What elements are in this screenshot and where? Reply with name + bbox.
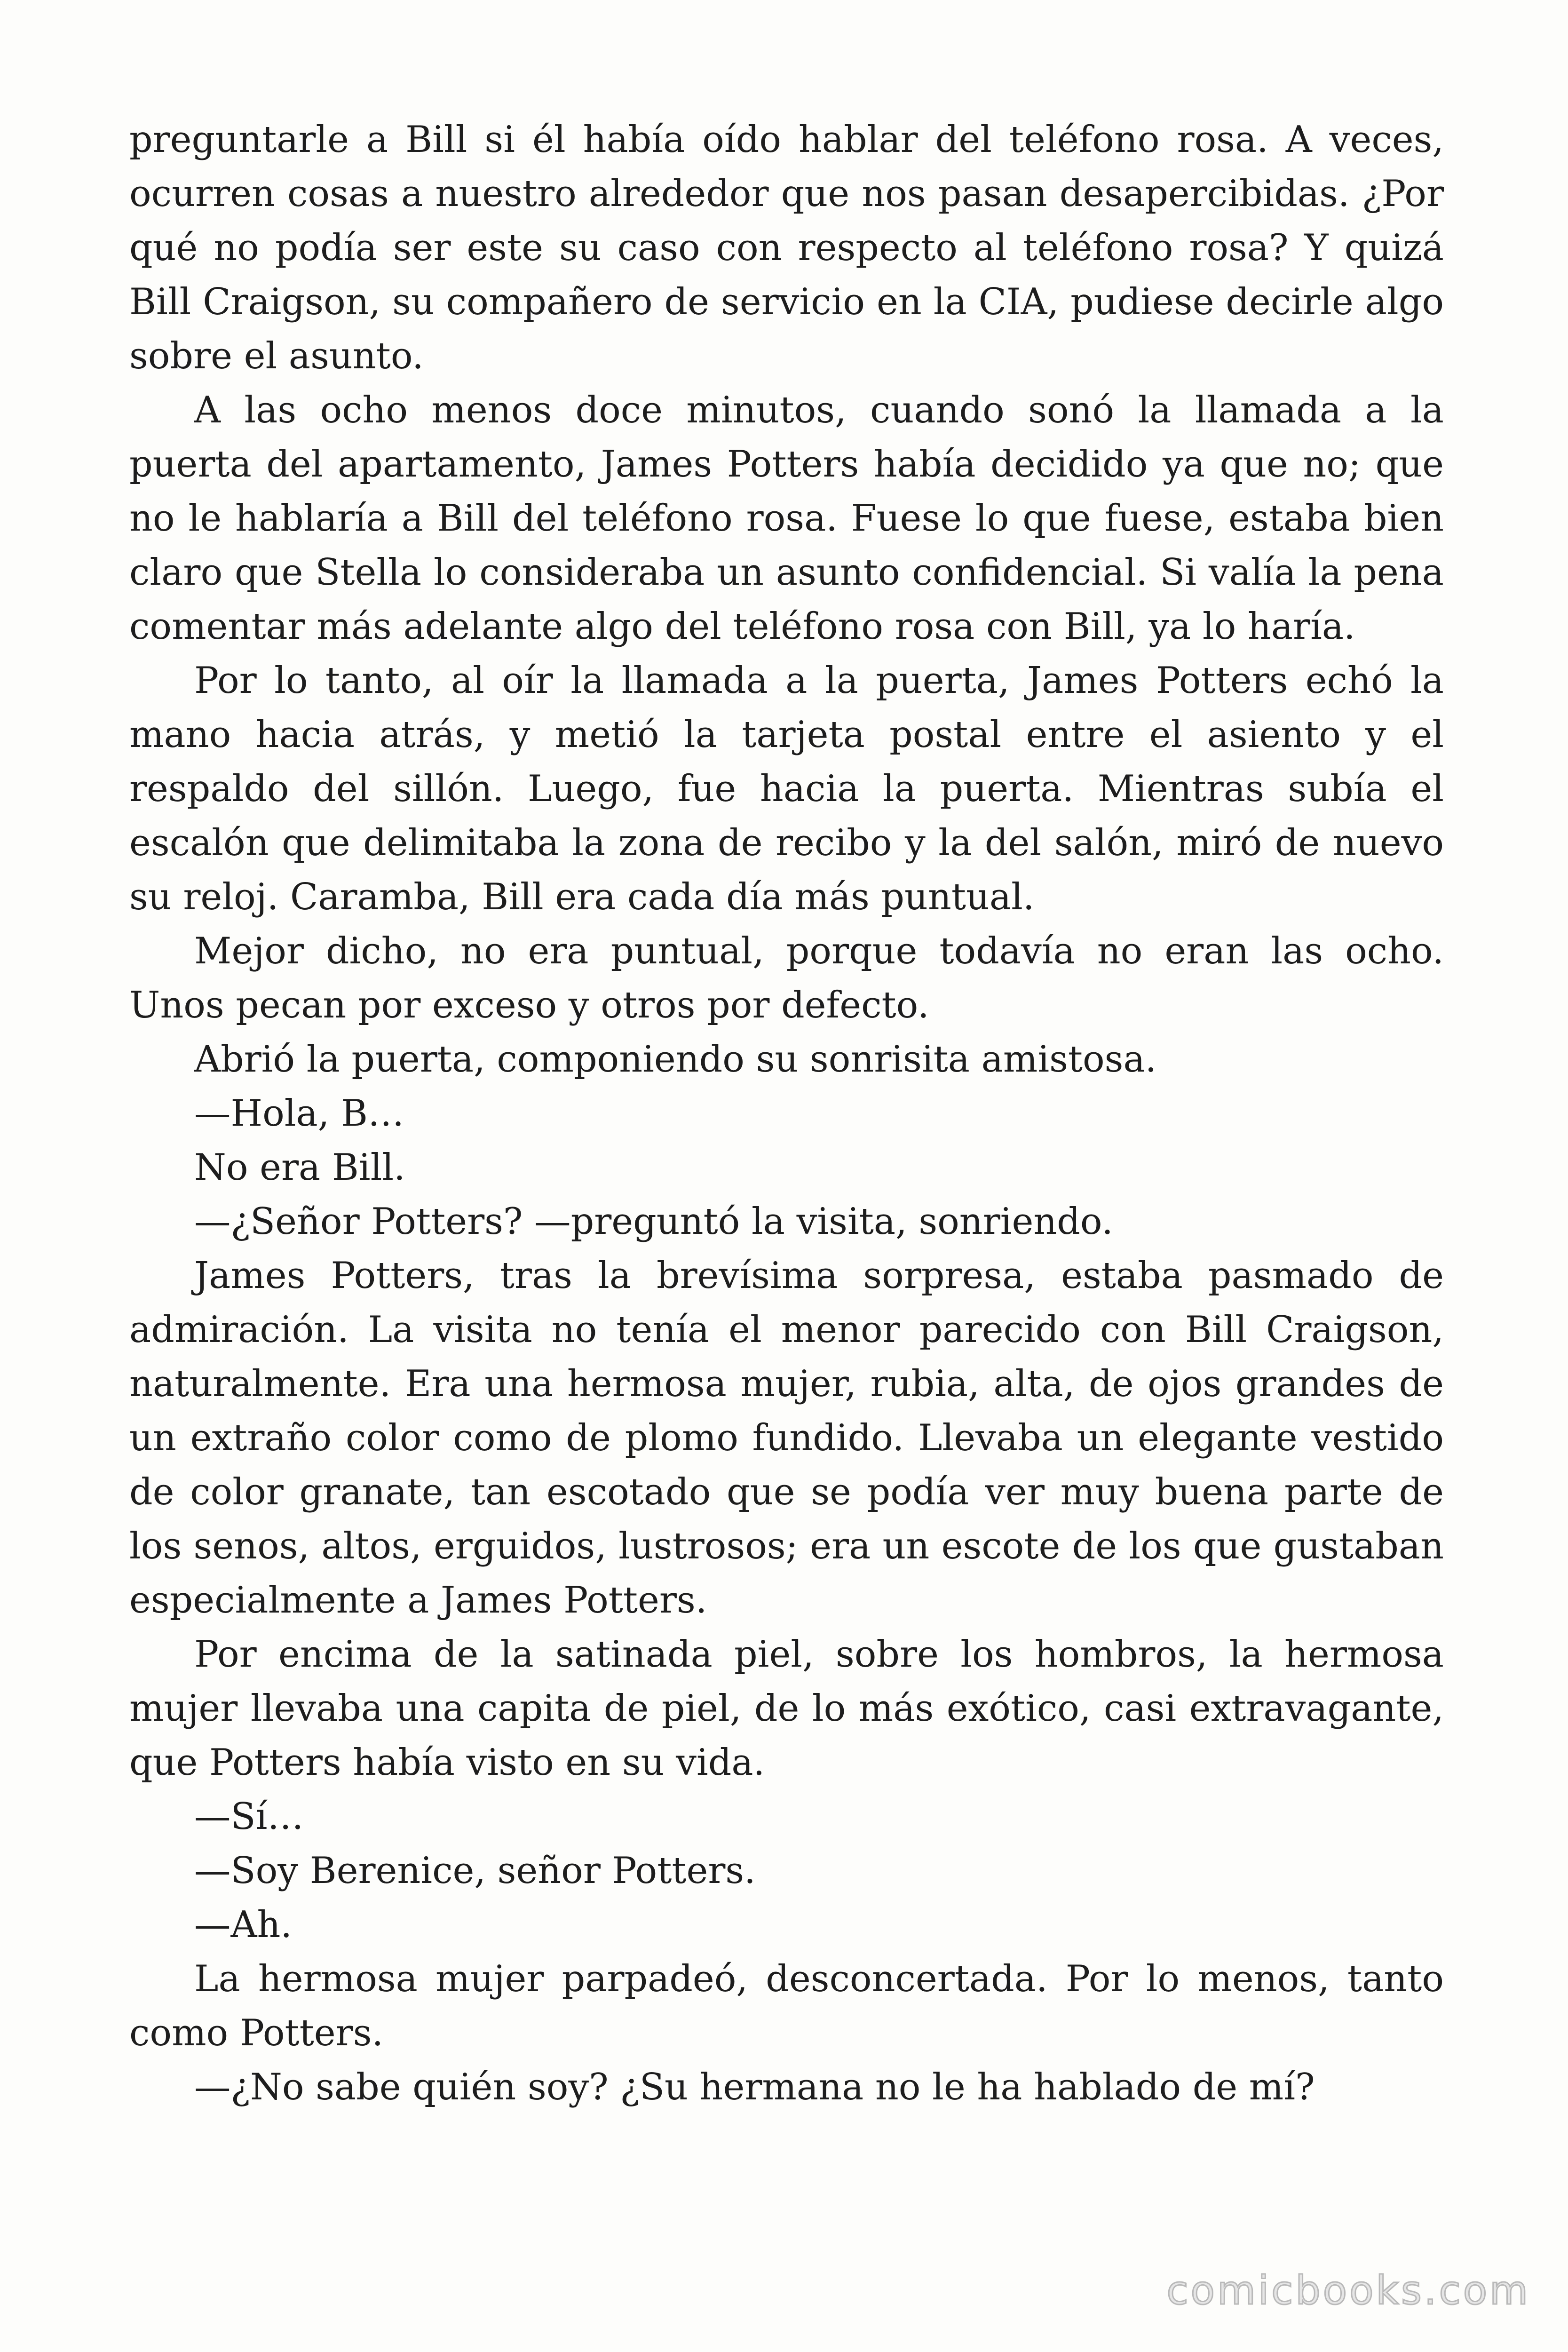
paragraph: —¿Señor Potters? —preguntó la visita, sonriendo.	[194, 1200, 1113, 1243]
paragraph: James Potters, tras la brevísima sorpresa, estaba pasmado de admiración. La visita no tenía el menor parecido con Bill Craigson, naturalmente. Era una hermosa mujer, rubia, alta, de ojos grandes de un extraño color como de plomo fundido. Llevaba un elegante vestido de color granate, tan escotado que se podía ver muy buena parte de los senos, altos, erguidos, lustrosos; era un escote de los que gustaban especialmente a James Potters.	[129, 1255, 1444, 1621]
paragraph: —Sí…	[194, 1796, 304, 1838]
paragraph: Por lo tanto, al oír la llamada a la puerta, James Potters echó la mano hacia atrás, y metió la tarjeta postal entre el asiento y el respaldo del sillón. Luego, fue hacia la puerta. Mientras subía el escalón que delimitaba la zona de recibo y la del salón, miró de nuevo su reloj. Caramba, Bill era cada día más puntual.	[129, 660, 1444, 918]
paragraph: —Hola, B…	[194, 1092, 404, 1135]
paragraph: Mejor dicho, no era puntual, porque todavía no eran las ocho. Unos pecan por exceso y otros por defecto.	[129, 930, 1444, 1026]
paragraph: —Soy Berenice, señor Potters.	[194, 1850, 756, 1892]
paragraph: Abrió la puerta, componiendo su sonrisita amistosa.	[194, 1038, 1157, 1081]
book-page-text	[129, 113, 1444, 2114]
paragraph: No era Bill.	[194, 1146, 405, 1189]
paragraph: —Ah.	[194, 1904, 293, 1946]
paragraph: —¿No sabe quién soy? ¿Su hermana no le ha hablado de mí?	[194, 2066, 1315, 2108]
paragraph: La hermosa mujer parpadeó, desconcertada. Por lo menos, tanto como Potters.	[129, 1958, 1444, 2054]
paragraph: Por encima de la satinada piel, sobre los hombros, la hermosa mujer llevaba una capita de piel, de lo más exótico, casi extravagante, que Potters había visto en su vida.	[129, 1633, 1444, 1784]
watermark: comicbooks.com	[1166, 2267, 1530, 2313]
paragraph: A las ocho menos doce minutos, cuando sonó la llamada a la puerta del apartamento, James Potters había decidido ya que no; que no le hablaría a Bill del teléfono rosa. Fuese lo que fuese, estaba bien claro que Stella lo consideraba un asunto confidencial. Si valía la pena comentar más adelante algo del teléfono rosa con Bill, ya lo haría.	[129, 389, 1444, 648]
paragraph: preguntarle a Bill si él había oído hablar del teléfono rosa. A veces, ocurren cosas a nuestro alrededor que nos pasan desapercibidas. ¿Por qué no podía ser este su caso con respecto al teléfono rosa? Y quizá Bill Craigson, su compañero de servicio en la CIA, pudiese decirle algo sobre el asunto.	[129, 119, 1444, 377]
